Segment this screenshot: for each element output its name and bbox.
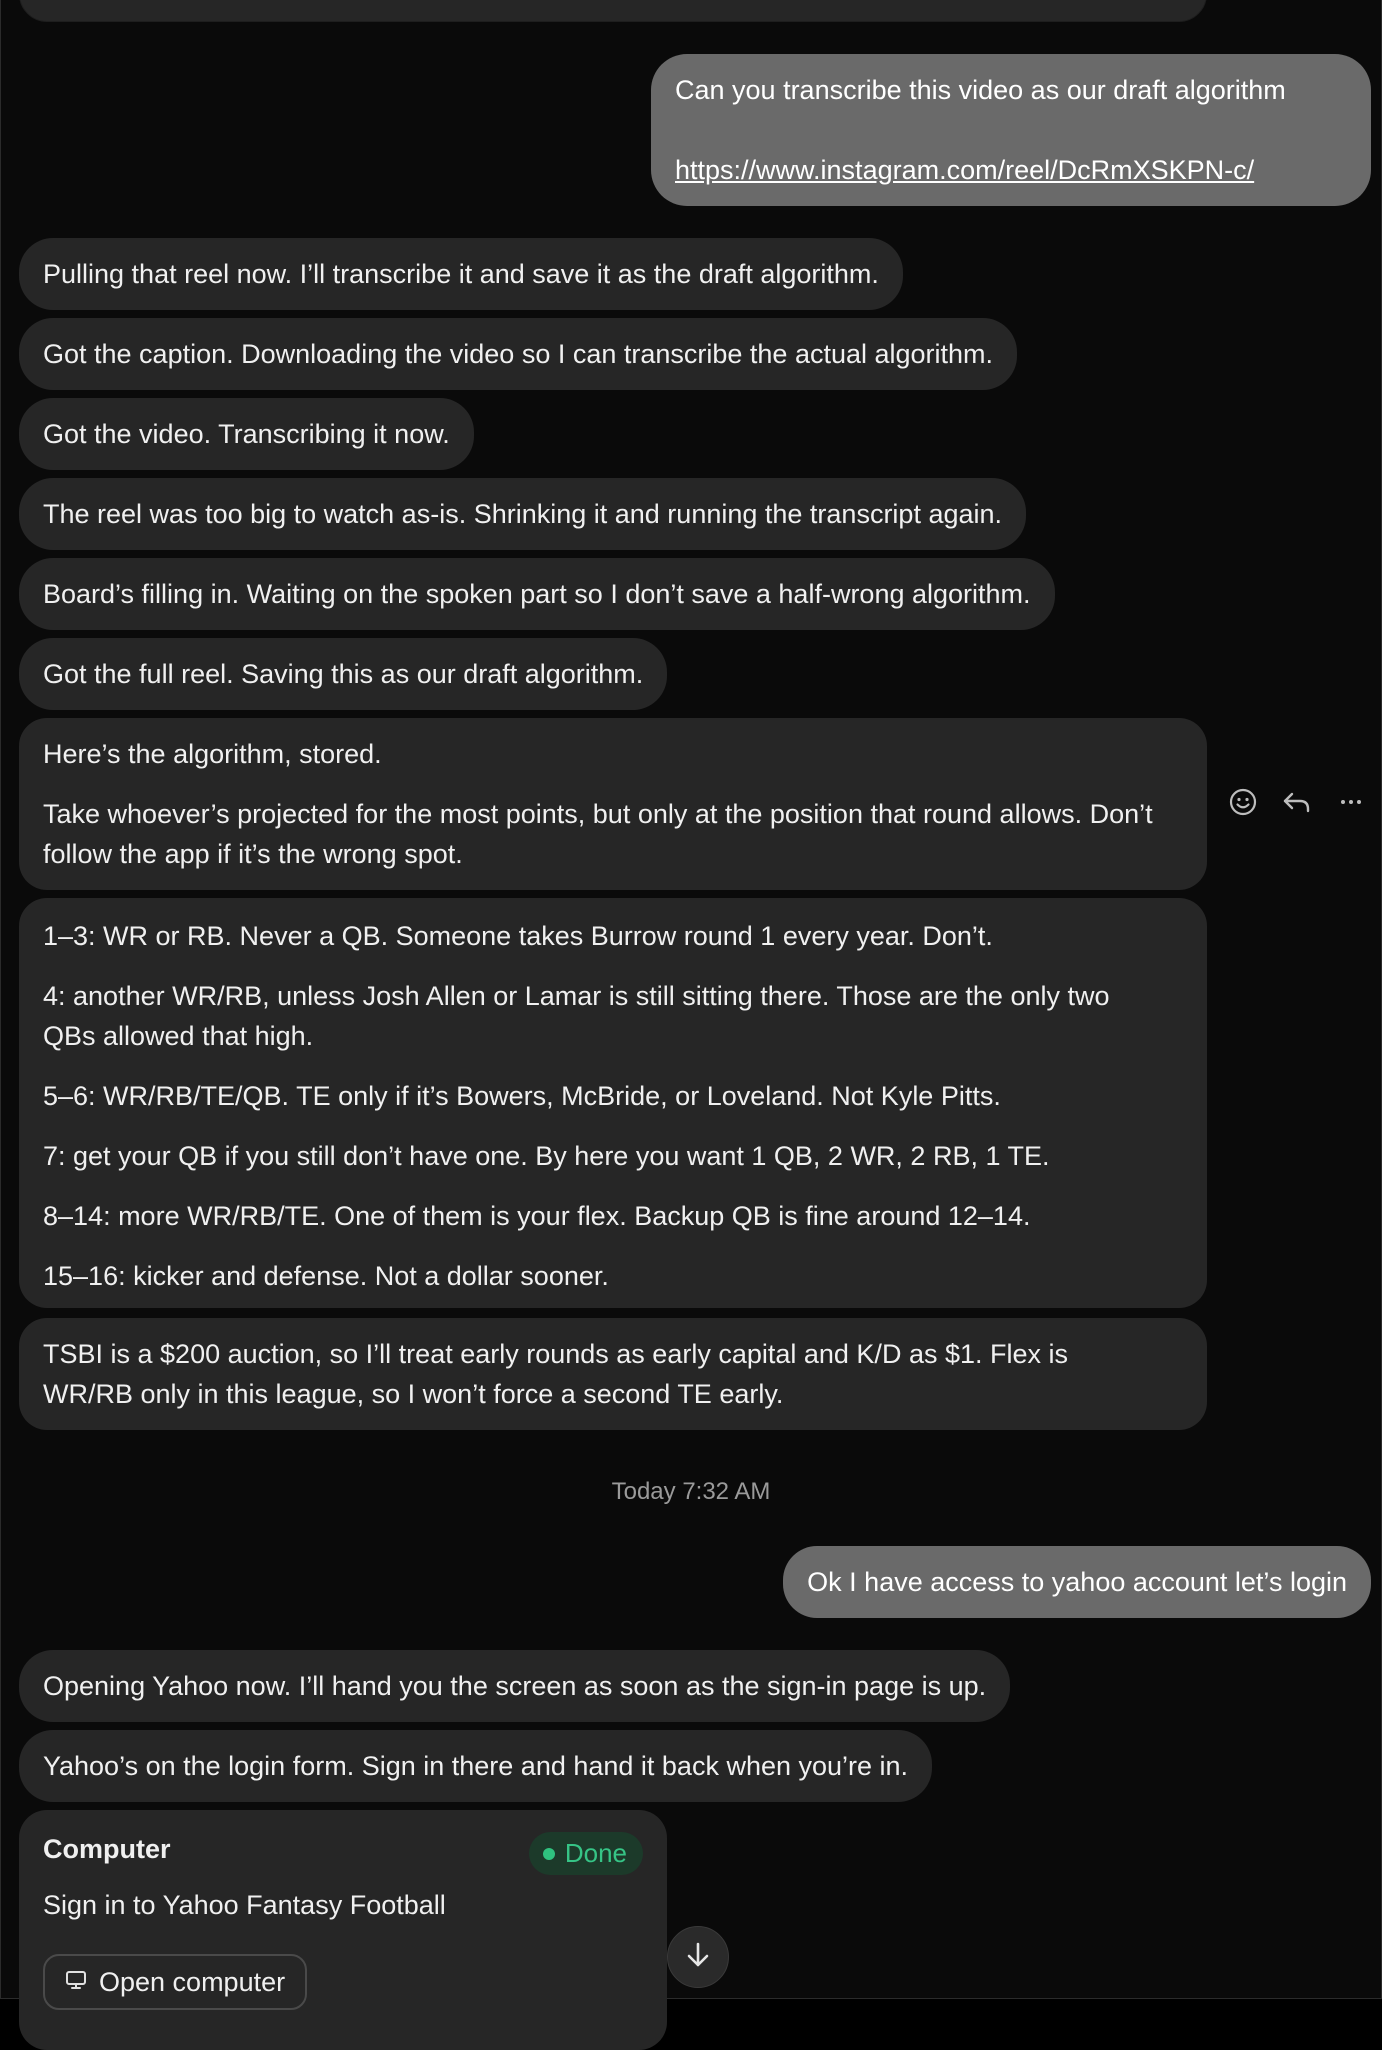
user-message: Ok I have access to yahoo account let’s login xyxy=(783,1546,1371,1618)
smiley-icon[interactable] xyxy=(1227,786,1259,818)
assistant-message: Opening Yahoo now. I’ll hand you the screen as soon as the sign-in page is up. xyxy=(19,1650,1010,1722)
message-paragraph: Here’s the algorithm, stored. xyxy=(43,739,382,769)
card-subtitle: Sign in to Yahoo Fantasy Football xyxy=(43,1890,446,1920)
message-paragraph: Take whoever’s projected for the most points, but only at the position that round allows. Don’t follow the app if it’s the wrong spot. xyxy=(43,799,1153,869)
status-dot-icon xyxy=(543,1848,555,1860)
rule-rounds-15-16: 15–16: kicker and defense. Not a dollar sooner. xyxy=(43,1261,609,1291)
assistant-message: Got the caption. Downloading the video so I can transcribe the actual algorithm. xyxy=(19,318,1017,390)
user-message-text: Can you transcribe this video as our draft algorithm xyxy=(675,75,1286,105)
open-computer-label: Open computer xyxy=(99,1966,286,1997)
open-computer-button[interactable] xyxy=(43,1954,307,2010)
assistant-message: Got the video. Transcribing it now. xyxy=(19,398,474,470)
arrow-down-icon xyxy=(684,1940,712,1975)
reply-icon[interactable] xyxy=(1281,786,1313,818)
assistant-message xyxy=(19,718,1207,890)
message-paragraph: TSBI is a $200 auction, so I’ll treat early rounds as early capital and K/D as $1. Flex is WR/RB only in this league, so I won’t force a second TE early. xyxy=(43,1339,1068,1409)
status-label: Done xyxy=(564,1838,627,1868)
more-icon[interactable] xyxy=(1335,786,1367,818)
assistant-message xyxy=(19,898,1207,1308)
rule-rounds-5-6: 5–6: WR/RB/TE/QB. TE only if it’s Bowers, McBride, or Loveland. Not Kyle Pitts. xyxy=(43,1081,1001,1111)
instagram-link[interactable]: https://www.instagram.com/reel/DcRmXSKPN-c/ xyxy=(675,155,1255,185)
assistant-message xyxy=(19,1318,1207,1430)
status-badge xyxy=(529,1832,643,1875)
monitor-icon xyxy=(65,1967,87,1998)
rule-rounds-1-3: 1–3: WR or RB. Never a QB. Someone takes Burrow round 1 every year. Don’t. xyxy=(43,921,993,951)
card-title: Computer xyxy=(43,1834,171,1864)
rule-rounds-8-14: 8–14: more WR/RB/TE. One of them is your flex. Backup QB is fine around 12–14. xyxy=(43,1201,1031,1231)
scroll-to-bottom-button[interactable] xyxy=(667,1926,729,1988)
message-actions xyxy=(1227,786,1367,818)
rule-round-7: 7: get your QB if you still don’t have one. By here you want 1 QB, 2 WR, 2 RB, 1 TE. xyxy=(43,1141,1050,1171)
computer-task-card xyxy=(19,1810,667,2050)
rule-round-4: 4: another WR/RB, unless Josh Allen or Lamar is still sitting there. Those are the only two QBs allowed that high. xyxy=(43,981,1110,1051)
assistant-message: Pulling that reel now. I’ll transcribe it and save it as the draft algorithm. xyxy=(19,238,903,310)
timestamp: Today 7:32 AM xyxy=(611,1478,771,1505)
previous-message-bubble xyxy=(19,0,1207,22)
assistant-message: Yahoo’s on the login form. Sign in there and hand it back when you’re in. xyxy=(19,1730,932,1802)
assistant-message: Board’s filling in. Waiting on the spoken part so I don’t save a half-wrong algorithm. xyxy=(19,558,1055,630)
assistant-message: The reel was too big to watch as-is. Shrinking it and running the transcript again. xyxy=(19,478,1026,550)
user-message xyxy=(651,54,1371,206)
assistant-message: Got the full reel. Saving this as our draft algorithm. xyxy=(19,638,667,710)
